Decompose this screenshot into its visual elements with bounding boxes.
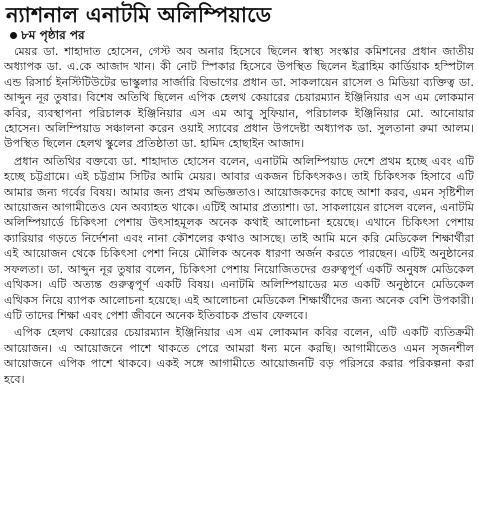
- bullet-icon: [10, 32, 17, 39]
- continuation-text: ৮ম পৃষ্ঠার পর: [21, 28, 85, 42]
- article-paragraph-1: মেয়র ডা. শাহাদাত হোসেন, গেস্ট অব অনার হিসেবে ছিলেন স্বাস্থ্য সংস্কার কমিশনের প্রধান জাতীয় অধ্যাপক ডা. এ.কে আজাদ খান। কী নোট স্পিকার হিসেবে উপস্থিত ছিলেন ইব্রাহিম কার্ডিয়াক হস্পিটাল এন্ড রিসার্চ ইনস্টিটিউটের ভাস্কুলার সার্জারি বিভাগের প্রধান ডা. সাকলায়েন রাসেল ও মিডিয়া ব্যক্তিত্ব ডা. আব্দুন নূর তুষার। বিশেষ অতিথি ছিলেন এপিক হেলথ কেয়ারের চেয়ারম্যান ইঞ্জিনিয়ার এস এম লোকমান কবির, ব্যবস্থাপনা পরিচালক ইঞ্জিনিয়ার এস এম আবু সুফিয়ান, পরিচালক ইঞ্জিনিয়ার মো. আনোয়ার হোসেন। অলিম্পিয়াড সঞ্চালনা করেন ওয়াই স্যাবের প্রধান উপদেষ্টা অধ্যাপক ডা. সুলতানা রুমা আলম। উপস্থিত ছিলেন হেলথ স্কুলের প্রতিষ্ঠাতা ডা. হামিদ হোছাইন আজাদ।: [4, 45, 474, 151]
- article-paragraph-3: এপিক হেলথ কেয়ারের চেয়ারম্যান ইঞ্জিনিয়ার এস এম লোকমান কবির বলেন, এটি একটি ব্যতিক্রমী আয়োজন। এ আয়োজনে পাশে থাকতে পেরে আমরা ধন্য মনে করছি। আগামীতেও এমন সৃজনশীল আয়োজনে এপিক পাশে থাকবে। একই সঙ্গে আগামীতে আয়োজনটি বড় পরিসরে করার পরিকল্পনা করা হবে।: [4, 326, 474, 386]
- continuation-note: [10, 28, 474, 42]
- article-paragraph-2: প্রধান অতিথির বক্তব্যে ডা. শাহাদাত হোসেন বলেন, এনাটমি অলিম্পিয়াড দেশে প্রথম হচ্ছে এবং এটি হচ্ছে চট্টগ্রামে। এই চট্টগ্রাম সিটির আমি মেয়র। আবার একজন চিকিৎসকও। তাই চিকিৎসক হিসাবে এটি আমার জন্য গর্বের বিষয়। আমার জন্য প্রথম অভিজ্ঞতাও। আয়োজকদের কাছে আশা করব, এমন সৃষ্টিশীল আয়োজন আগামীতেও যেন অব্যাহত থাকে। এটিই আমার প্রত্যাশা। ডা. সাকলায়েন রাসেল বলেন, এনাটমি অলিম্পিয়ার্ডে চিকিৎসা পেশায় উৎসাহমূলক অনেক কথাই আলোচনা হয়েছে। এখানে চিকিৎসা পেশায় ক্যারিয়ার গড়তে নির্দেশনা এবং নানা কৌশলের কথাও আসছে। তাই আমি মনে করি মেডিকেল শিক্ষার্থীরা এই আয়োজন থেকে চিকিৎসা পেশা নিয়ে মৌলিক অনেক ধারণা অর্জন করতে পারছেন। এটিই অনুষ্ঠানের সফলতা। ডা. আব্দুন নূর তুষার বলেন, চিকিৎসা পেশায় নিয়োজিতদের গুরুত্বপূর্ণ একটি অনুষঙ্গ মেডিকেল এথিকস। এটি অত্যন্ত গুরুত্বপূর্ণ একটি বিষয়। এনাটমি অলিম্পিয়াডের মত একটি অনুষ্ঠানে মেডিকেল এথিকস নিয়ে ব্যাপক আলোচনা হয়েছে। এই আলোচনা মেডিকেল শিক্ষার্থীদের জন্য অনেক বেশি উপকারী। এটি তাদের শিক্ষা এবং পেশা জীবনে অনেক ইতিবাচক প্রভাব ফেলবে।: [4, 154, 474, 322]
- article-headline: ন্যাশনাল এনাটমি অলিম্পিয়াডে: [6, 3, 272, 27]
